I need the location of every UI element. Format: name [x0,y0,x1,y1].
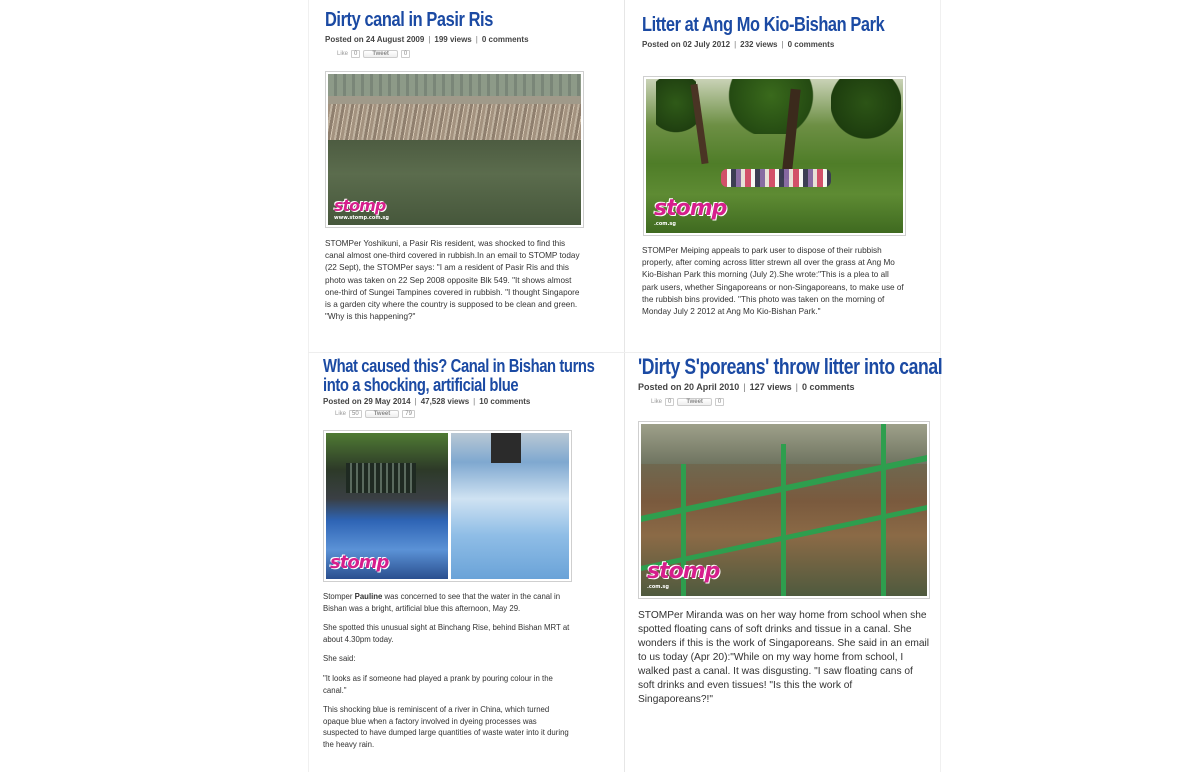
social-buttons [335,410,619,418]
article-paragraph: STOMPer Yoshikuni, a Pasir Ris resident, was shocked to find this canal almost one-third covered in rubbish.In an email to STOMP today (22 Sept), the STOMPer says: "I am a resident of Pasir Ris and this photo was taken on 22 Sep 2008 opposite Blk 549. "It shows almost one-third of Sungei Tampines covered in rubbish. "I thought Singapore is a garden city where the country is supposed to be clean and green. "Why is this happening?" [325,239,580,322]
article-body [638,609,930,715]
article-body [642,245,904,326]
comment-count[interactable]: 0 comments [787,40,835,49]
comment-count[interactable]: 10 comments [479,396,531,406]
article-photo-park-litter[interactable] [643,76,906,236]
post-date: 02 July 2012 [682,40,731,49]
tweet-count: 79 [402,410,415,418]
article-photo-canal-rubbish[interactable] [325,71,584,228]
view-count: 199 views [434,35,472,44]
view-count: 47,528 views [420,396,470,406]
article-dirty-sporeans-litter [638,354,943,406]
like-count: 50 [349,410,362,418]
stomp-watermark: stomp [330,552,389,573]
like-button[interactable]: Like [335,410,347,417]
stomp-watermark: stomp .com.sg [654,196,727,227]
article-bishan-canal-blue [323,356,619,418]
article-paragraph: STOMPer Meiping appeals to park user to dispose of their rubbish properly, after coming across litter strewn all over the grass at Ang Mo Kio-Bishan Park this morning (July 2).She wrote:"This is a plea to all park users, whether Singaporeans or non-Singaporeans, to make use of the rubbish bins provided. "This photo was taken on the morning of Monday July 2 2012 at Ang Mo Kio-Bishan Park." [642,246,904,317]
article-title[interactable]: Dirty canal in Pasir Ris [325,9,493,31]
posted-label: Posted on [638,382,682,393]
like-count: 0 [665,398,674,406]
stomp-watermark: stomp www.stomp.com.sg [334,196,389,221]
article-title[interactable] [323,356,627,395]
article-paragraph: She said: [323,654,356,664]
article-title[interactable]: Litter at Ang Mo Kio-Bishan Park [642,14,885,36]
view-count: 232 views [740,40,778,49]
article-meta: Posted on 02 July 2012 | 232 views | 0 comments [642,40,835,49]
tweet-button[interactable]: Tweet [677,398,712,406]
post-date: 24 August 2009 [365,35,425,44]
comment-count[interactable]: 0 comments [481,35,529,44]
article-body [325,238,585,331]
like-count: 0 [351,50,360,58]
article-paragraph: She spotted this unusual sight at Binchang Rise, behind Bishan MRT at about 4.30pm today. [323,623,570,644]
like-button[interactable]: Like [337,51,349,57]
article-meta: Posted on 29 May 2014 | 47,528 views | 10 comments [323,396,531,406]
article-body [323,591,573,759]
post-date: 20 April 2010 [684,382,740,393]
tweet-count: 0 [401,50,410,58]
stomp-watermark: stomp .com.sg [647,559,720,590]
article-paragraph: "It looks as if someone had played a prank by pouring colour in the canal." [323,673,553,695]
article-title-line1: What caused this? Canal in Bishan turns [323,355,595,376]
article-photo-blue-canal[interactable] [323,430,572,582]
social-buttons [337,50,615,58]
page-right-border [940,0,941,772]
tweet-button[interactable]: Tweet [363,50,398,58]
page-left-border [308,0,309,772]
tweet-count: 0 [715,398,724,406]
article-litter-amk-bishan-park [642,15,932,49]
article-photo-canal-railing[interactable] [638,421,930,599]
row-divider [308,352,940,353]
posted-label: Posted on [325,35,364,44]
article-paragraph: This shocking blue is reminiscent of a river in China, which turned opaque blue when a factory involved in dyeing processes was suspected to have dumped large quantities of waste water into it during the heavy rain. [323,705,569,749]
like-button[interactable]: Like [651,399,663,406]
social-buttons [651,398,938,406]
posted-label: Posted on [642,40,681,49]
tweet-button[interactable]: Tweet [365,410,400,418]
posted-label: Posted on [323,396,362,406]
article-meta: Posted on 20 April 2010 | 127 views | 0 comments [638,382,855,393]
article-paragraph: STOMPer Miranda was on her way home from school when she spotted floating cans of soft drinks and tissue in a canal. She wonders if this is the work of Singaporeans. She said in an email to us today (Apr 20):"While on my way home from school, I walked past a canal. It was disgusting. "I saw floating cans of soft drinks and even tissues! "Is this the work of Singaporeans?!" [638,610,930,705]
view-count: 127 views [749,382,792,393]
article-dirty-canal-pasir-ris [325,10,615,58]
post-date: 29 May 2014 [363,396,411,406]
article-title[interactable]: 'Dirty S'poreans' throw litter into canal [638,354,943,379]
article-paragraph: Stomper Pauline was concerned to see that the water in the canal in Bishan was a bright, artificial blue this afternoon, May 29. [323,592,561,613]
article-meta: Posted on 24 August 2009 | 199 views | 0 comments [325,35,529,44]
stomper-name: Pauline [354,592,383,601]
article-title-line2: into a shocking, artificial blue [323,374,519,396]
comment-count[interactable]: 0 comments [801,382,855,393]
